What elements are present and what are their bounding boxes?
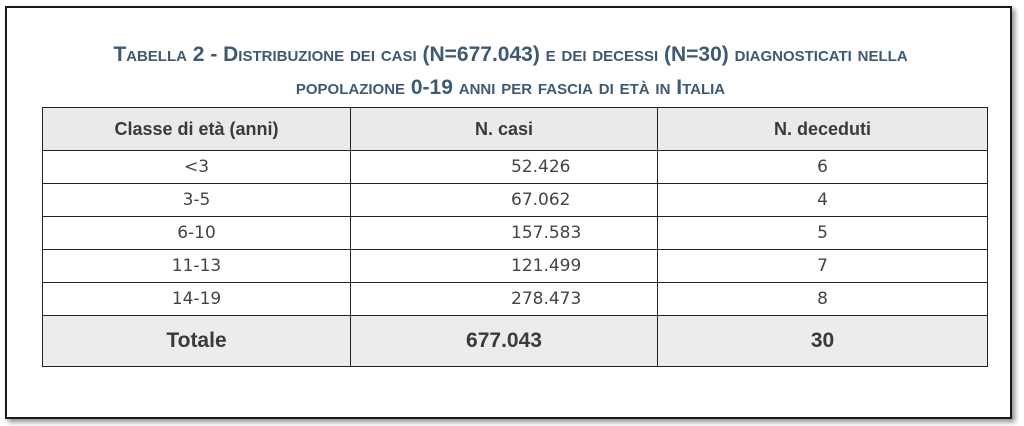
age-distribution-table (42, 107, 988, 367)
deaths-cell: 5 (658, 217, 988, 250)
cases-cell: 278.473 (351, 283, 658, 316)
age-class-cell: 6-10 (43, 217, 351, 250)
age-class-cell: <3 (43, 151, 351, 184)
table-row (43, 151, 988, 184)
table-header-row (43, 108, 988, 151)
deaths-cell: 4 (658, 184, 988, 217)
title-line-1: Tabella 2 - Distribuzione dei casi (N=677.043) e dei decessi (N=30) diagnosticati nella (113, 43, 908, 66)
table-total-row (43, 316, 988, 367)
total-label: Totale (43, 316, 351, 367)
table-row (43, 250, 988, 283)
cases-cell: 121.499 (351, 250, 658, 283)
cases-cell: 157.583 (351, 217, 658, 250)
age-class-cell: 3-5 (43, 184, 351, 217)
deaths-cell: 6 (658, 151, 988, 184)
header-age-class: Classe di età (anni) (43, 108, 351, 151)
header-cases: N. casi (351, 108, 658, 151)
table-row (43, 184, 988, 217)
cases-cell: 67.062 (351, 184, 658, 217)
age-class-cell: 14-19 (43, 283, 351, 316)
cases-cell: 52.426 (351, 151, 658, 184)
age-class-cell: 11-13 (43, 250, 351, 283)
table-title (37, 38, 984, 104)
total-deaths: 30 (658, 316, 988, 367)
title-line-2: popolazione 0-19 anni per fascia di età in Italia (295, 76, 726, 99)
deaths-cell: 7 (658, 250, 988, 283)
deaths-cell: 8 (658, 283, 988, 316)
table-row (43, 283, 988, 316)
header-deaths: N. deceduti (658, 108, 988, 151)
total-cases: 677.043 (351, 316, 658, 367)
table-row (43, 217, 988, 250)
